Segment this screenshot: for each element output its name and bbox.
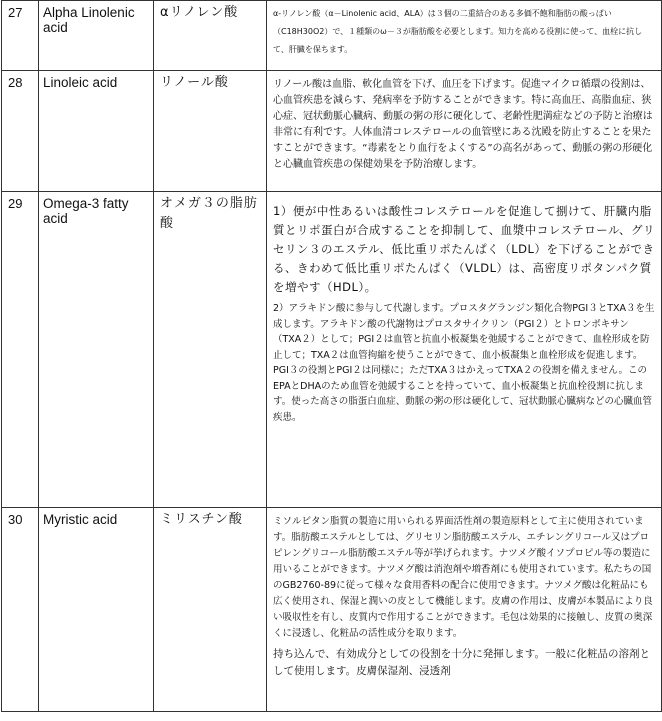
english-name: Omega-3 fatty acid [39, 192, 154, 508]
english-name: Alpha Linolenic acid [39, 1, 154, 71]
table-row [2, 508, 662, 712]
description-paragraph: 1）便が中性あるいは酸性コレステロールを促進して捌けて、肝臓内脂質とリポ蛋白が合成することを抑制して、血漿中コレステロール、グリセリン３のエステル、低比重リポたんぱく（LDL）を下げることができる、きわめて低比重リポたんぱく（VLDL）は、高密度リポタンパク質を増やす（HDL）。 [273, 204, 656, 294]
japanese-name: リノール酸 [154, 71, 267, 192]
japanese-name: オメガ３の脂肪酸 [154, 192, 267, 508]
description [267, 71, 662, 192]
row-number: 30 [2, 508, 39, 712]
description-paragraph: ミソルビタン脂質の製造に用いられる界面活性剤の製造原料として主に使用されています。脂肪酸エステルとしては、グリセリン脂肪酸エステル、エチレングリコール又はプロピレングリコール脂肪酸エステル等が挙げられます。ナツメグ酸イソプロピル等の製造に用いることができます。ナツメグ酸は消泡剤や増香剤にも使用されています。私たちの国のGB2760-89に従って様々な食用香料の配合に使用できます。ナツメグ酸は化粧品にも広く使用され、保湿と潤いの皮として機能します。皮膚の作用は、皮膚が本製品により良い吸収性を有し、皮質内で作用することができます。毛包は効果的に接触し、皮質の奥深くに浸透し、化粧品の活性成分を取ります。 [273, 516, 653, 639]
description-paragraph: α-リノレン酸（α－Linolenic acid、ALA）は３個の二重結合のある多価不飽和脂肪の酸っぱい（C18H30O2）で、１種類のω－３が脂肪酸を必要とします。知力を高める役割に使って、血栓に抗して、肝臓を保ちます。 [273, 9, 643, 54]
japanese-name: ミリスチン酸 [154, 508, 267, 712]
table-row [2, 71, 662, 192]
row-number: 28 [2, 71, 39, 192]
table-row [2, 1, 662, 71]
japanese-name: αリノレン酸 [154, 1, 267, 71]
description [267, 192, 662, 508]
table-row [2, 192, 662, 508]
fatty-acid-table [1, 0, 662, 712]
description-paragraph: 持ち込んで、有効成分としての役割を十分に発揮します。一般に化粧品の溶剤として使用します。皮膚保湿剤、浸透剤 [273, 648, 650, 677]
english-name: Linoleic acid [39, 71, 154, 192]
row-number: 27 [2, 1, 39, 71]
english-name: Myristic acid [39, 508, 154, 712]
description [267, 508, 662, 712]
description-paragraph: リノール酸は血脂、軟化血管を下げ、血圧を下げます。促進マイクロ循環の役割は、心血管疾患を減らす、発病率を予防することができます。特に高血圧、高脂血症、狭心症、冠状動脈心臓病、動脈の粥の形に硬化して、老齢性肥満症などの予防と治療は非常に有利です。人体血清コレステロールの血管壁にある沈殿を防止することを果たすことができます。“毒素をとり血行をよくする”の高名があって、動脈の粥の形硬化と心臓血管疾患の保健効果を予防治療します。 [273, 79, 653, 170]
row-number: 29 [2, 192, 39, 508]
description [267, 1, 662, 71]
description-paragraph: 2）アラキドン酸に参与して代謝します。プロスタグランジン類化合物PGI３とTXA３を生成します。アラキドン酸の代謝物はプロスタサイクリン（PGI２）とトロンボキサン（TXA２）として；PGI２は血管と抗血小板凝集を弛緩することができて、血栓形成を防止して；TXA２は血管拘縮を使うことができて、血小板凝集と血栓形成を促進します。PGI３の役割とPGI２は同様に；ただTXA３はかえってTXA２の役割を備えません。このEPAとDHAのため血管を弛緩することを持っていて、血小板凝集と抗血栓役割に抗します。使った高さの脂蛋白血症、動脈の粥の形は硬化して、冠状動脈心臓病などの心臓血管疾患。 [273, 303, 655, 423]
